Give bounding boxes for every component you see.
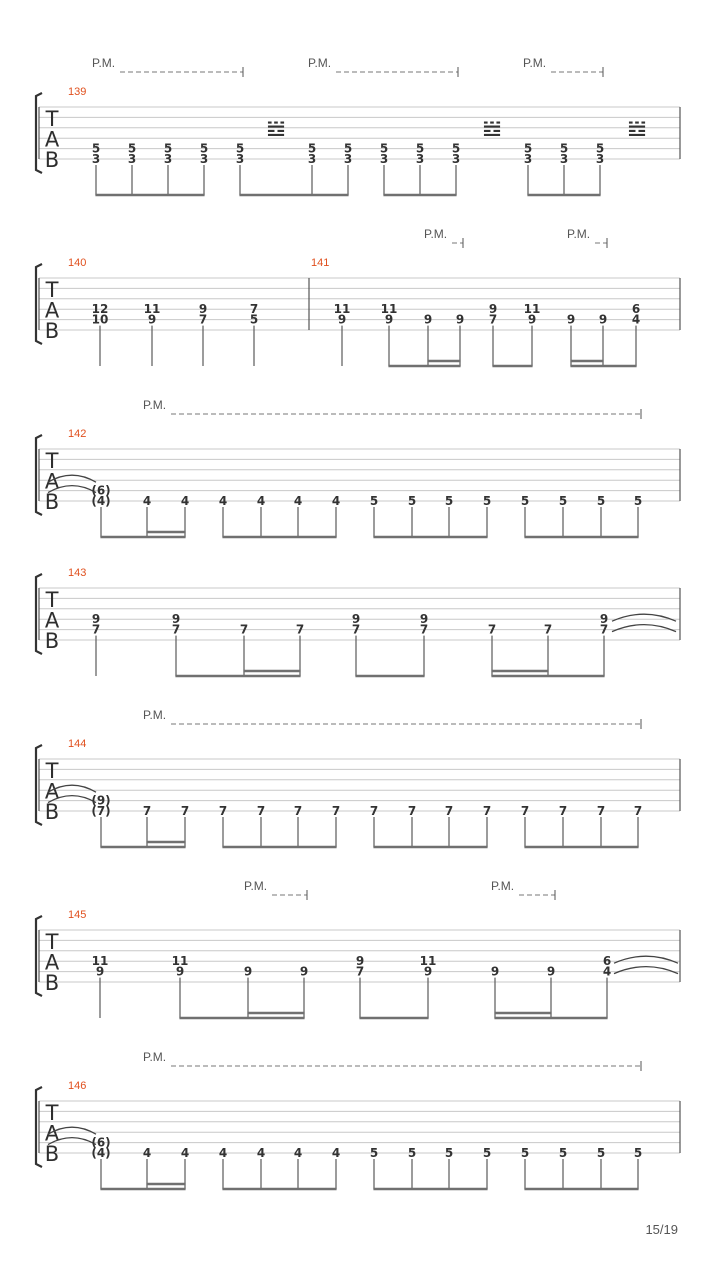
fret-number: 7 — [293, 804, 303, 818]
fret-number: 9 — [455, 312, 465, 327]
fret-number: 7 — [351, 622, 361, 637]
fret-number: 5 — [520, 1146, 530, 1160]
fret-number: 9 — [546, 964, 556, 979]
tab-clef-letter: B — [44, 971, 60, 995]
fret-number: 9 — [527, 312, 537, 327]
fret-number: 4 — [256, 1146, 266, 1160]
fret-number: 5 — [595, 141, 605, 156]
fret-number: 7 — [599, 622, 609, 637]
fret-number: 3 — [235, 152, 245, 166]
fret-number: 5 — [343, 141, 353, 156]
fret-number: 4 — [180, 494, 190, 508]
measure-number: 143 — [68, 567, 87, 579]
fret-number: 3 — [451, 152, 461, 166]
fret-number: 3 — [595, 152, 605, 166]
tab-clef-letter: B — [44, 319, 60, 343]
fret-number: 6 — [631, 302, 641, 317]
fret-number: 5 — [520, 494, 530, 508]
palm-mute-label: P.M. — [523, 56, 547, 70]
measure-number: 146 — [68, 1080, 87, 1092]
fret-number: 7 — [198, 312, 208, 327]
fret-number: 5 — [559, 141, 569, 156]
palm-mute-label: P.M. — [92, 56, 116, 70]
fret-number: 5 — [235, 141, 245, 156]
fret-number: 3 — [199, 152, 209, 166]
fret-number: 7 — [520, 804, 530, 818]
tab-clef-letter: T — [45, 449, 59, 473]
fret-number: 11 — [380, 302, 398, 317]
fret-number: 3 — [415, 152, 425, 166]
fret-number: 9 — [419, 612, 429, 627]
measure-number: 140 — [68, 257, 87, 269]
tab-clef-letter: T — [45, 588, 59, 612]
fret-number: 9 — [598, 312, 608, 327]
fret-number: 7 — [543, 622, 553, 637]
tie-icon — [612, 625, 676, 632]
fret-number: 4 — [293, 1146, 303, 1160]
fret-number: (4) — [91, 1146, 111, 1160]
fret-number: 4 — [331, 494, 341, 508]
fret-number: 7 — [218, 804, 228, 818]
tab-clef-letter: B — [44, 490, 60, 514]
fret-number: 9 — [243, 964, 253, 979]
fret-number: 7 — [180, 804, 190, 818]
tab-clef-letter: A — [44, 127, 60, 152]
fret-number: 9 — [91, 612, 101, 627]
fret-number: 9 — [488, 302, 498, 317]
palm-mute-label: P.M. — [244, 879, 268, 893]
fret-number: (4) — [91, 494, 111, 508]
fret-number: 5 — [407, 1146, 417, 1160]
fret-number: 5 — [451, 141, 461, 156]
fret-number: 4 — [142, 494, 152, 508]
fret-number: 3 — [307, 152, 317, 166]
fret-number: 7 — [419, 622, 429, 637]
fret-number: 7 — [171, 622, 181, 637]
tab-clef-letter: A — [44, 1121, 60, 1146]
fret-number: 9 — [423, 312, 433, 327]
fret-number: 3 — [343, 152, 353, 166]
fret-number: (7) — [91, 804, 111, 818]
tab-clef-letter: B — [44, 800, 60, 824]
fret-number: 11 — [91, 954, 109, 969]
fret-number: 7 — [295, 622, 305, 637]
fret-number: 4 — [142, 1146, 152, 1160]
palm-mute-label: P.M. — [567, 227, 591, 241]
fret-number: 9 — [171, 612, 181, 627]
fret-number: 5 — [415, 141, 425, 156]
fret-number: 11 — [143, 302, 161, 317]
fret-number: 7 — [239, 622, 249, 637]
fret-number: 7 — [331, 804, 341, 818]
fret-number: 5 — [482, 1146, 492, 1160]
fret-number: 5 — [163, 141, 173, 156]
fret-number: 5 — [558, 1146, 568, 1160]
fret-number: 9 — [599, 612, 609, 627]
fret-number: 9 — [423, 964, 433, 979]
fret-number: 5 — [558, 494, 568, 508]
fret-number: 4 — [293, 494, 303, 508]
tab-clef-letter: B — [44, 629, 60, 653]
fret-number: 4 — [331, 1146, 341, 1160]
fret-number: 4 — [218, 1146, 228, 1160]
fret-number: 4 — [256, 494, 266, 508]
fret-number: (6) — [91, 1135, 111, 1150]
fret-number: 3 — [523, 152, 533, 166]
fret-number: 5 — [444, 1146, 454, 1160]
fret-number: 9 — [337, 312, 347, 327]
tie-icon — [614, 956, 678, 963]
fret-number: 11 — [419, 954, 437, 969]
fret-number: 9 — [355, 954, 365, 969]
fret-number: 3 — [127, 152, 137, 166]
palm-mute-label: P.M. — [143, 708, 167, 722]
fret-number: 7 — [256, 804, 266, 818]
fret-number: 7 — [482, 804, 492, 818]
palm-mute-label: P.M. — [424, 227, 448, 241]
tab-clef-letter: T — [45, 930, 59, 954]
fret-number: 4 — [180, 1146, 190, 1160]
fret-number: 7 — [596, 804, 606, 818]
tab-clef-letter: A — [44, 298, 60, 323]
fret-number: 3 — [379, 152, 389, 166]
fret-number: 5 — [482, 494, 492, 508]
sixteenth-rest-icon: 𝌿 — [266, 116, 286, 142]
fret-number: 12 — [91, 302, 109, 317]
fret-number: 5 — [633, 1146, 643, 1160]
fret-number: 5 — [379, 141, 389, 156]
fret-number: 3 — [91, 152, 101, 166]
tab-clef-letter: B — [44, 1142, 60, 1166]
measure-number: 145 — [68, 909, 87, 921]
palm-mute-label: P.M. — [308, 56, 332, 70]
fret-number: 11 — [523, 302, 541, 317]
fret-number: 5 — [307, 141, 317, 156]
tab-clef-letter: A — [44, 950, 60, 975]
fret-number: 9 — [384, 312, 394, 327]
fret-number: 9 — [198, 302, 208, 317]
fret-number: 7 — [355, 964, 365, 979]
fret-number: 5 — [633, 494, 643, 508]
fret-number: 5 — [369, 1146, 379, 1160]
tab-clef-letter: T — [45, 278, 59, 302]
fret-number: 5 — [596, 1146, 606, 1160]
tab-clef-letter: T — [45, 107, 59, 131]
measure-number: 144 — [68, 738, 87, 750]
tie-icon — [612, 614, 676, 621]
fret-number: 5 — [444, 494, 454, 508]
tab-clef-letter: A — [44, 779, 60, 804]
tab-clef-letter: A — [44, 469, 60, 494]
fret-number: 5 — [91, 141, 101, 156]
fret-number: 5 — [369, 494, 379, 508]
tab-clef-letter: A — [44, 608, 60, 633]
measure-number: 142 — [68, 428, 87, 440]
palm-mute-label: P.M. — [143, 1050, 167, 1064]
fret-number: 7 — [633, 804, 643, 818]
fret-number: 4 — [602, 964, 612, 979]
fret-number: 4 — [218, 494, 228, 508]
fret-number: 9 — [147, 312, 157, 327]
fret-number: 3 — [559, 152, 569, 166]
fret-number: 9 — [95, 964, 105, 979]
fret-number: 7 — [369, 804, 379, 818]
tie-icon — [614, 967, 678, 974]
fret-number: 7 — [558, 804, 568, 818]
fret-number: 5 — [127, 141, 137, 156]
fret-number: 5 — [199, 141, 209, 156]
fret-number: 5 — [523, 141, 533, 156]
fret-number: 9 — [299, 964, 309, 979]
fret-number: 7 — [407, 804, 417, 818]
fret-number: 9 — [175, 964, 185, 979]
sixteenth-rest-icon: 𝌿 — [627, 116, 647, 142]
page-number: 15/19 — [645, 1222, 678, 1237]
fret-number: 11 — [333, 302, 351, 317]
fret-number: 9 — [566, 312, 576, 327]
palm-mute-label: P.M. — [143, 398, 167, 412]
fret-number: 5 — [596, 494, 606, 508]
fret-number: 6 — [602, 954, 612, 969]
fret-number: (6) — [91, 483, 111, 498]
sixteenth-rest-icon: 𝌿 — [482, 116, 502, 142]
fret-number: 11 — [171, 954, 189, 969]
palm-mute-label: P.M. — [491, 879, 515, 893]
tab-clef-letter: T — [45, 1101, 59, 1125]
measure-number: 141 — [311, 257, 330, 269]
tab-clef-letter: B — [44, 148, 60, 172]
fret-number: 9 — [490, 964, 500, 979]
fret-number: 10 — [91, 312, 109, 327]
fret-number: 4 — [631, 312, 641, 327]
fret-number: 9 — [351, 612, 361, 627]
fret-number: 7 — [249, 302, 259, 317]
fret-number: 7 — [91, 622, 101, 637]
tab-clef-letter: T — [45, 759, 59, 783]
fret-number: 7 — [487, 622, 497, 637]
fret-number: 7 — [142, 804, 152, 818]
fret-number: 5 — [249, 312, 259, 327]
fret-number: 7 — [444, 804, 454, 818]
fret-number: (9) — [91, 793, 111, 808]
fret-number: 5 — [407, 494, 417, 508]
fret-number: 3 — [163, 152, 173, 166]
fret-number: 7 — [488, 312, 498, 327]
measure-number: 139 — [68, 86, 87, 98]
